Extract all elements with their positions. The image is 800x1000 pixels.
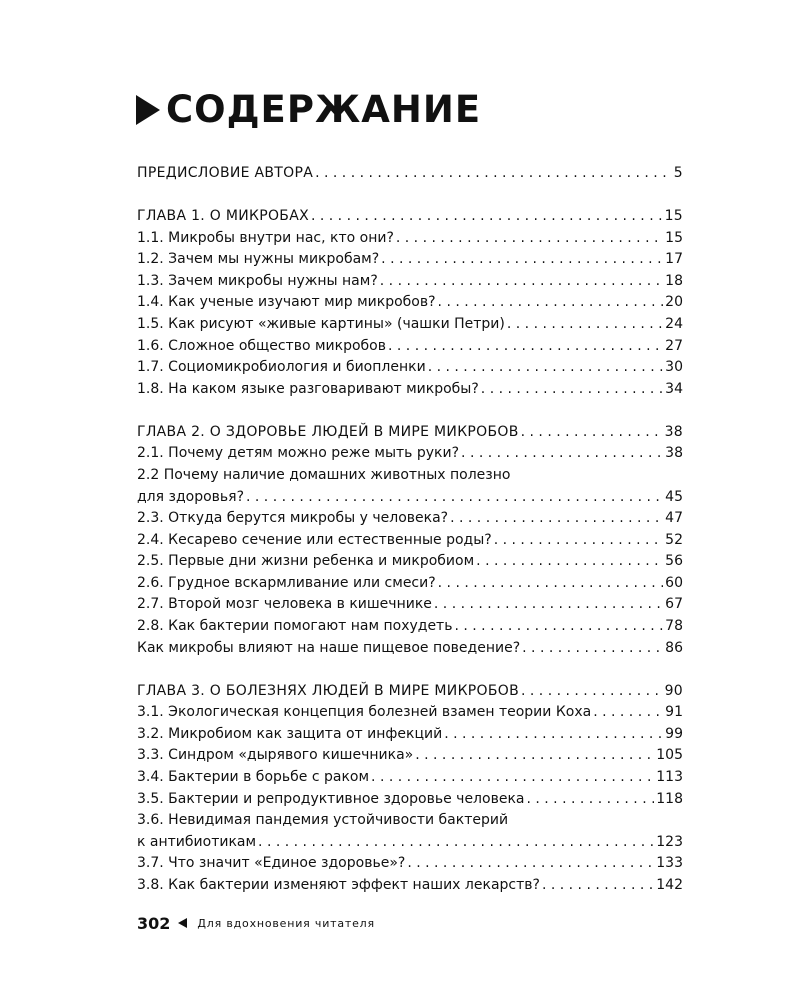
dot-leader bbox=[481, 379, 663, 401]
toc-entry bbox=[137, 487, 683, 509]
page-footer bbox=[137, 911, 375, 935]
table-of-contents bbox=[137, 163, 683, 897]
dot-leader bbox=[388, 336, 663, 358]
toc-entry bbox=[137, 314, 683, 336]
toc-entry bbox=[137, 551, 683, 573]
toc-entry bbox=[137, 767, 683, 789]
dot-leader bbox=[444, 724, 663, 746]
dot-leader bbox=[380, 271, 663, 293]
toc-entry bbox=[137, 573, 683, 595]
toc-entry-title: 2.5. Первые дни жизни ребенка и микробиом bbox=[137, 553, 475, 570]
toc-page-number: 99 bbox=[665, 725, 683, 742]
toc-entry-title: к антибиотикам bbox=[137, 833, 257, 850]
page-title: СОДЕРЖАНИЕ bbox=[166, 88, 482, 131]
dot-leader bbox=[593, 702, 663, 724]
toc-heading bbox=[136, 88, 481, 132]
toc-chapter-entry bbox=[137, 422, 683, 444]
toc-page-number: 118 bbox=[656, 790, 683, 807]
toc-page-number: 20 bbox=[665, 294, 683, 311]
dot-leader bbox=[428, 357, 663, 379]
toc-entry-title: для здоровья? bbox=[137, 488, 244, 505]
toc-entry-title: 2.3. Откуда берутся микробы у человека? bbox=[137, 510, 449, 527]
dot-leader bbox=[526, 789, 654, 811]
toc-page-number: 133 bbox=[656, 855, 683, 872]
dot-leader bbox=[258, 832, 654, 854]
toc-page-number: 56 bbox=[665, 553, 683, 570]
toc-entry bbox=[137, 336, 683, 358]
toc-page-number: 86 bbox=[665, 639, 683, 656]
dot-leader bbox=[371, 767, 654, 789]
toc-entry bbox=[137, 379, 683, 401]
toc-page-number: 91 bbox=[665, 704, 683, 721]
dot-leader bbox=[434, 594, 663, 616]
toc-entry bbox=[137, 832, 683, 854]
toc-entry-title: 3.3. Синдром «дырявого кишечника» bbox=[137, 747, 414, 764]
toc-page-number: 142 bbox=[656, 876, 683, 893]
toc-page-number: 67 bbox=[665, 596, 683, 613]
toc-entry-title: 1.7. Социомикробиология и биопленки bbox=[137, 359, 426, 376]
toc-entry bbox=[137, 292, 683, 314]
toc-page-number: 38 bbox=[664, 423, 683, 440]
toc-entry-title: 1.1. Микробы внутри нас, кто они? bbox=[137, 229, 394, 246]
dot-leader bbox=[522, 638, 663, 660]
toc-entry-title: 2.6. Грудное вскармливание или смеси? bbox=[137, 574, 436, 591]
toc-entry bbox=[137, 853, 683, 875]
toc-entry-title: 3.2. Микробиом как защита от инфекций bbox=[137, 725, 443, 742]
toc-page-number: 15 bbox=[665, 229, 683, 246]
toc-entry-title: 1.4. Как ученые изучают мир микробов? bbox=[137, 294, 436, 311]
toc-entry-title: 3.8. Как бактерии изменяют эффект наших лекарств? bbox=[137, 876, 540, 893]
toc-entry-title: 1.8. На каком языке разговаривают микробы? bbox=[137, 380, 479, 397]
toc-entry bbox=[137, 594, 683, 616]
dot-leader bbox=[450, 508, 663, 530]
page-number: 302 bbox=[137, 913, 171, 933]
toc-entry bbox=[137, 228, 683, 250]
toc-entry-title: 3.7. Что значит «Единое здоровье»? bbox=[137, 855, 406, 872]
toc-chapter-entry bbox=[137, 163, 683, 185]
dot-leader bbox=[381, 249, 663, 271]
toc-page-number: 27 bbox=[665, 337, 683, 354]
toc-page-number: 15 bbox=[664, 207, 683, 224]
toc-page-number: 38 bbox=[665, 445, 683, 462]
toc-page-number: 78 bbox=[665, 618, 683, 635]
toc-entry-title: ГЛАВА 2. О ЗДОРОВЬЕ ЛЮДЕЙ В МИРЕ МИКРОБОВ bbox=[137, 423, 519, 440]
toc-page-number: 123 bbox=[656, 833, 683, 850]
toc-entry-title: 2.8. Как бактерии помогают нам похудеть bbox=[137, 618, 453, 635]
toc-entry bbox=[137, 508, 683, 530]
dot-leader bbox=[521, 681, 663, 703]
toc-entry bbox=[137, 875, 683, 897]
toc-entry-title: 3.1. Экологическая концепция болезней взамен теории Коха bbox=[137, 704, 592, 721]
dot-leader bbox=[461, 443, 663, 465]
dot-leader bbox=[438, 573, 664, 595]
toc-entry-title: Как микробы влияют на наше пищевое поведение? bbox=[137, 639, 521, 656]
toc-chapter-entry bbox=[137, 681, 683, 703]
toc-entry-title: 1.5. Как рисуют «живые картины» (чашки Петри) bbox=[137, 315, 505, 332]
toc-page-number: 34 bbox=[665, 380, 683, 397]
toc-page-number: 47 bbox=[665, 510, 683, 527]
dot-leader bbox=[311, 206, 663, 228]
toc-page-number: 52 bbox=[665, 531, 683, 548]
dot-leader bbox=[454, 616, 663, 638]
toc-page-number: 24 bbox=[665, 315, 683, 332]
toc-entry bbox=[137, 465, 683, 487]
toc-entry-title: 1.6. Сложное общество микробов bbox=[137, 337, 386, 354]
dot-leader bbox=[521, 422, 663, 444]
toc-page-number: 113 bbox=[656, 769, 683, 786]
toc-chapter-entry bbox=[137, 206, 683, 228]
toc-page-number: 30 bbox=[665, 359, 683, 376]
toc-entry bbox=[137, 530, 683, 552]
dot-leader bbox=[507, 314, 663, 336]
toc-entry bbox=[137, 616, 683, 638]
toc-page-number: 5 bbox=[673, 165, 683, 181]
toc-entry-title: 3.6. Невидимая пандемия устойчивости бактерий bbox=[137, 812, 509, 829]
dot-leader bbox=[476, 551, 663, 573]
toc-page-number: 60 bbox=[665, 574, 683, 591]
toc-entry-title: 2.2 Почему наличие домашних животных полезно bbox=[137, 466, 511, 483]
toc-entry bbox=[137, 271, 683, 293]
toc-entry bbox=[137, 702, 683, 724]
toc-page-number: 105 bbox=[656, 747, 683, 764]
toc-page-number: 45 bbox=[665, 488, 683, 505]
toc-entry bbox=[137, 789, 683, 811]
dot-leader bbox=[438, 292, 664, 314]
toc-entry-title: ГЛАВА 1. О МИКРОБАХ bbox=[137, 207, 309, 224]
dot-leader bbox=[315, 163, 672, 185]
toc-page-number: 18 bbox=[665, 272, 683, 289]
toc-entry bbox=[137, 249, 683, 271]
toc-entry bbox=[137, 443, 683, 465]
dot-leader bbox=[246, 487, 663, 509]
toc-entry-title: ПРЕДИСЛОВИЕ АВТОРА bbox=[137, 165, 314, 181]
dot-leader bbox=[494, 530, 663, 552]
toc-entry bbox=[137, 638, 683, 660]
toc-entry-title: 2.1. Почему детям можно реже мыть руки? bbox=[137, 445, 460, 462]
toc-entry-title: ГЛАВА 3. О БОЛЕЗНЯХ ЛЮДЕЙ В МИРЕ МИКРОБОВ bbox=[137, 682, 519, 699]
toc-entry-title: 2.4. Кесарево сечение или естественные роды? bbox=[137, 531, 492, 548]
toc-entry bbox=[137, 724, 683, 746]
toc-entry-title: 1.3. Зачем микробы нужны нам? bbox=[137, 272, 378, 289]
toc-entry-title: 1.2. Зачем мы нужны микробам? bbox=[137, 251, 380, 268]
toc-entry bbox=[137, 745, 683, 767]
toc-entry-title: 3.5. Бактерии и репродуктивное здоровье человека bbox=[137, 790, 525, 807]
dot-leader bbox=[407, 853, 654, 875]
dot-leader bbox=[396, 228, 663, 250]
toc-entry-title: 2.7. Второй мозг человека в кишечнике bbox=[137, 596, 432, 613]
toc-entry bbox=[137, 810, 683, 832]
dot-leader bbox=[415, 745, 654, 767]
triangle-left-icon bbox=[178, 918, 187, 928]
dot-leader bbox=[542, 875, 654, 897]
triangle-right-icon bbox=[136, 95, 160, 125]
toc-entry-title: 3.4. Бактерии в борьбе с раком bbox=[137, 769, 370, 786]
toc-entry bbox=[137, 357, 683, 379]
running-title: Для вдохновения читателя bbox=[197, 916, 375, 930]
toc-page-number: 17 bbox=[665, 251, 683, 268]
toc-page-number: 90 bbox=[664, 682, 683, 699]
